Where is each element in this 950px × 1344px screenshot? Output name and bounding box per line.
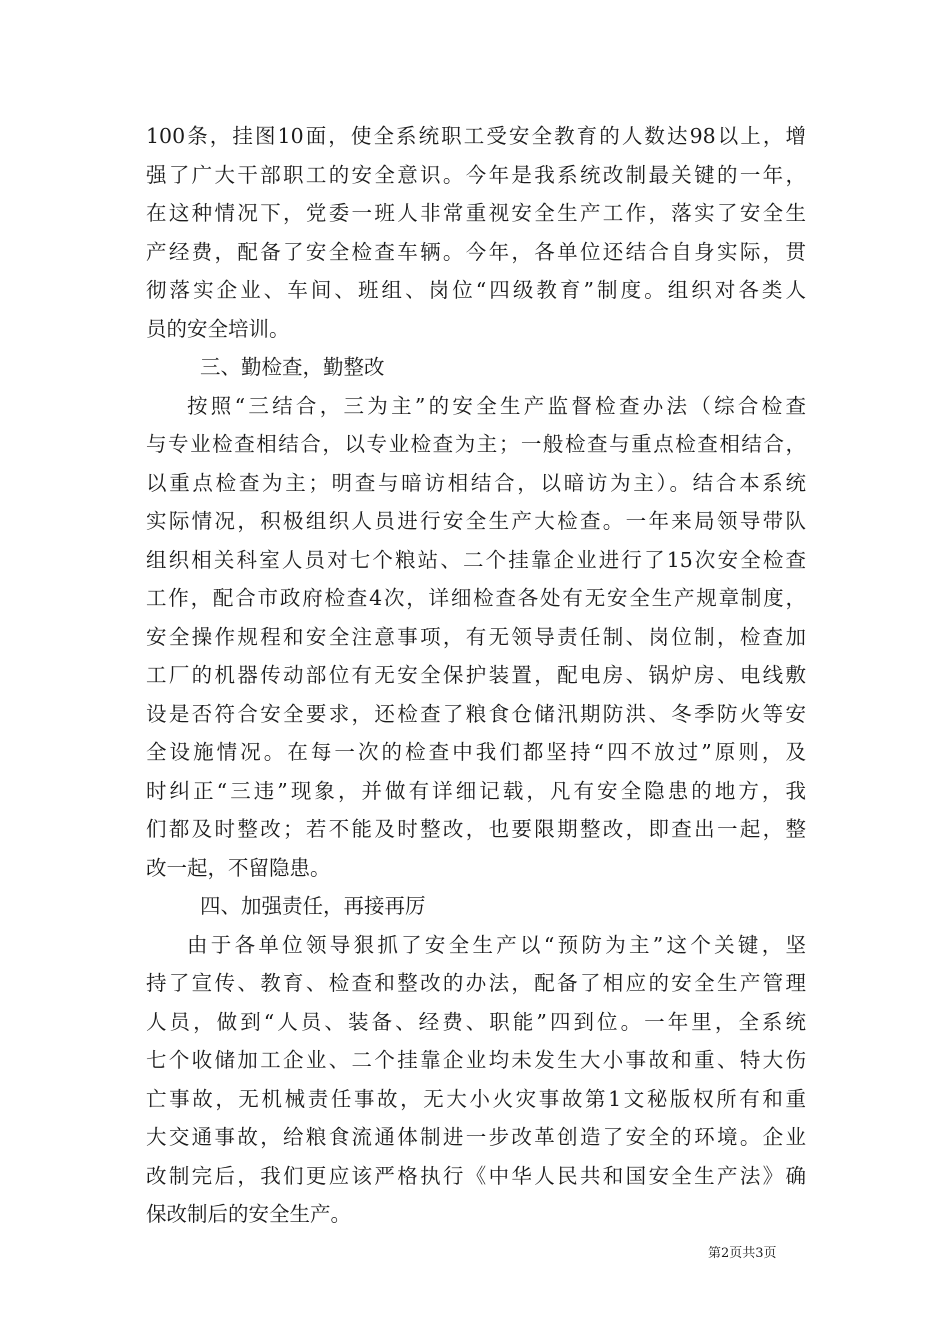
text-line: 大交通事故，给粮食流通体制进一步改革创造了安全的环境。企业 xyxy=(146,1125,806,1149)
text-line: 保改制后的安全生产。 xyxy=(146,1202,351,1226)
text-line: 与专业检查相结合，以专业检查为主；一般检查与重点检查相结合， xyxy=(146,432,806,456)
text-line: 工作，配合市政府检查4次，详细检查各处有无安全生产规章制度， xyxy=(146,586,806,610)
text-line: 人员，做到“人员、装备、经费、职能”四到位。一年里，全系统 xyxy=(146,1009,806,1034)
text-line: 安全操作规程和安全注意事项，有无领导责任制、岗位制，检查加 xyxy=(146,624,806,649)
text-line: 组织相关科室人员对七个粮站、二个挂靠企业进行了15次安全检查 xyxy=(146,547,806,572)
text-line: 员的安全培训。 xyxy=(146,316,290,341)
text-line: 在这种情况下，党委一班人非常重视安全生产工作，落实了安全生 xyxy=(146,201,806,225)
page-number-footer: 第2页共3页 xyxy=(708,1246,777,1261)
text-line: 亡事故，无机械责任事故，无大小火灾事故第1文秘版权所有和重 xyxy=(146,1086,806,1111)
text-line: 按照“三结合，三为主”的安全生产监督检查办法（综合检查 xyxy=(187,393,806,418)
document-body xyxy=(146,117,806,1234)
text-line: 全设施情况。在每一次的检查中我们都坚持“四不放过”原则，及 xyxy=(146,740,806,764)
text-line: 持了宣传、教育、检查和整改的办法，配备了相应的安全生产管理 xyxy=(146,971,806,995)
text-line: 以重点检查为主；明查与暗访相结合，以暗访为主）。结合本系统 xyxy=(146,470,806,495)
text-line: 改一起，不留隐患。 xyxy=(146,855,331,880)
text-line: 改制完后，我们更应该严格执行《中华人民共和国安全生产法》确 xyxy=(146,1163,806,1188)
text-line: 设是否符合安全要求，还检查了粮食仓储汛期防洪、冬季防火等安 xyxy=(146,701,806,726)
text-line: 们都及时整改；若不能及时整改，也要限期整改，即查出一起，整 xyxy=(146,817,806,841)
text-line: 实际情况，积极组织人员进行安全生产大检查。一年来局领导带队 xyxy=(146,509,806,533)
text-line: 强了广大干部职工的安全意识。今年是我系统改制最关键的一年， xyxy=(146,162,806,187)
text-line: 工厂的机器传动部位有无安全保护装置，配电房、锅炉房、电线敷 xyxy=(146,663,806,687)
text-line: 时纠正“三违”现象，并做有详细记载，凡有安全隐患的地方，我 xyxy=(146,778,806,803)
text-line: 彻落实企业、车间、班组、岗位“四级教育”制度。组织对各类人 xyxy=(146,278,806,302)
text-line: 产经费，配备了安全检查车辆。今年，各单位还结合自身实际，贯 xyxy=(146,239,806,264)
text-line: 七个收储加工企业、二个挂靠企业均未发生大小事故和重、特大伤 xyxy=(146,1048,806,1072)
section-heading: 三、勤检查，勤整改 xyxy=(200,355,385,379)
section-heading: 四、加强责任，再接再厉 xyxy=(200,894,426,918)
text-line: 由于各单位领导狠抓了安全生产以“预防为主”这个关键，坚 xyxy=(187,932,806,957)
text-line: 100条，挂图10面，使全系统职工受安全教育的人数达98以上，增 xyxy=(146,124,806,148)
